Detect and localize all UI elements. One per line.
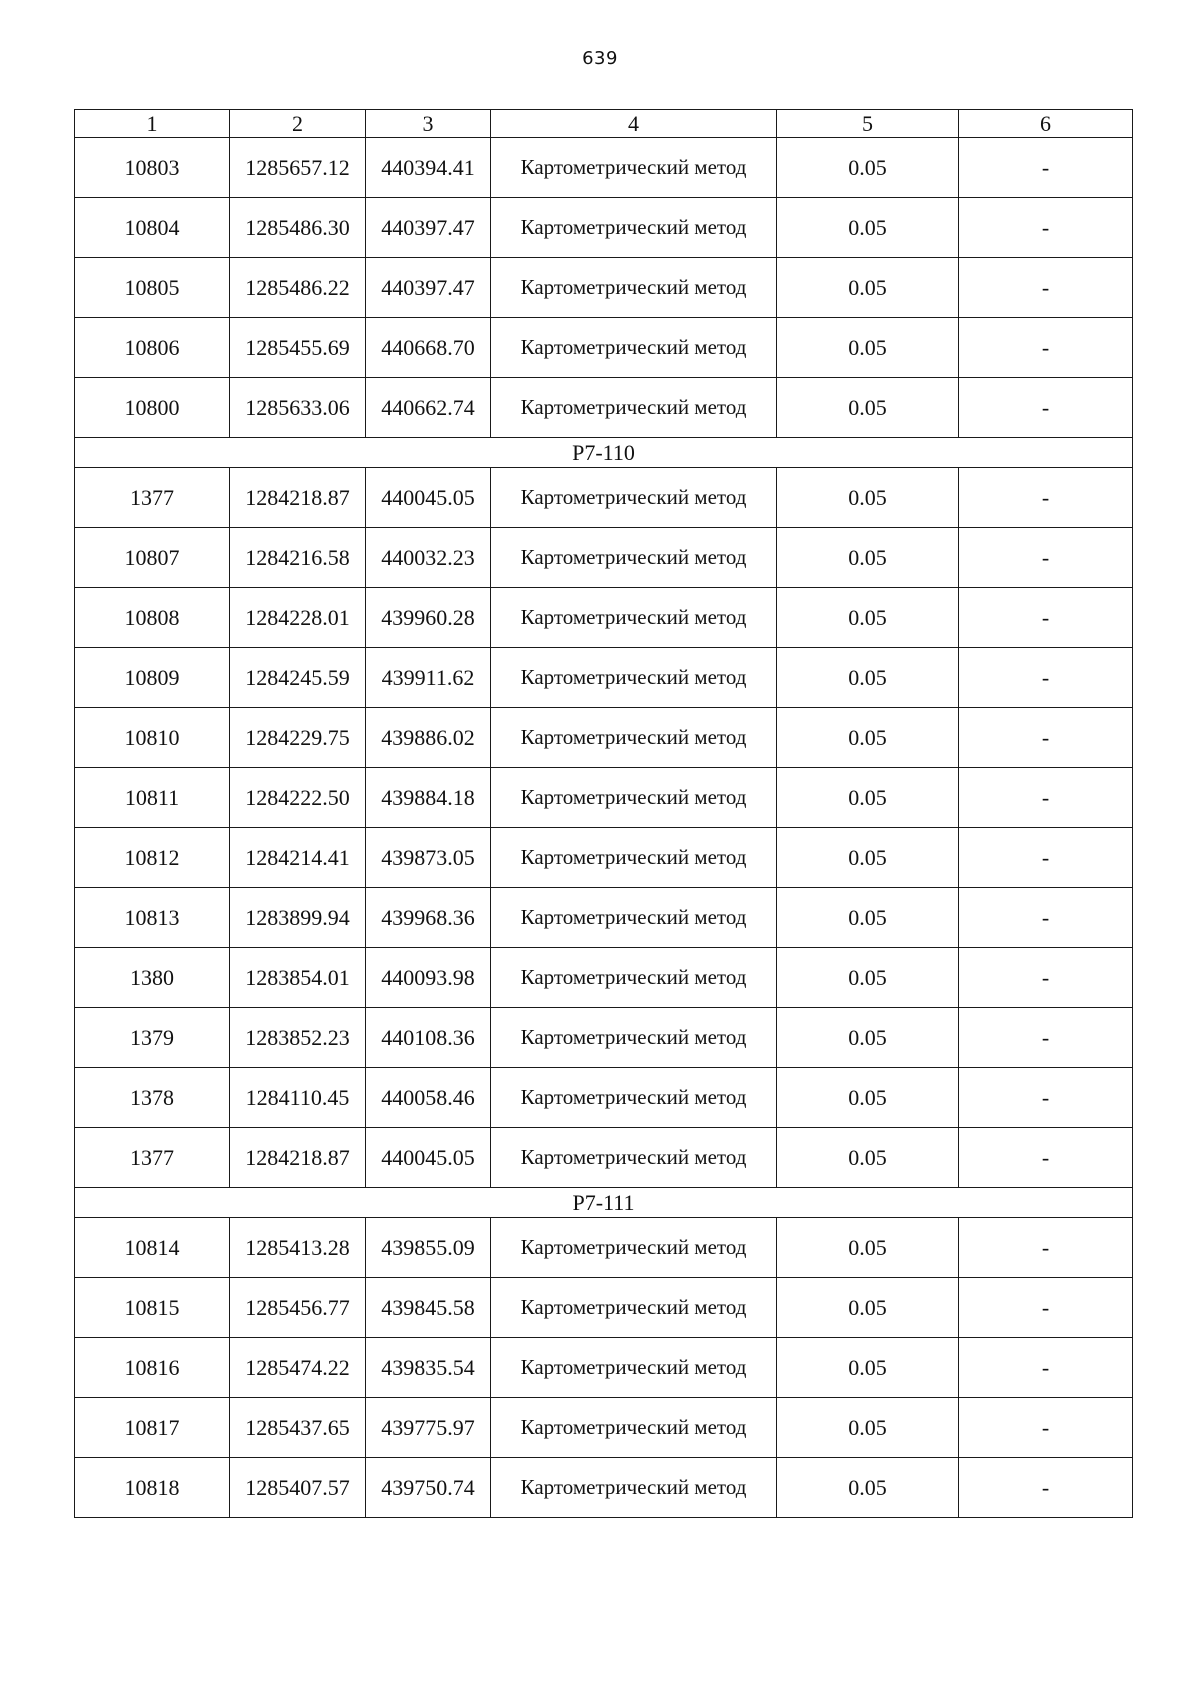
y-coordinate-cell: 440093.98 [366,948,491,1008]
x-coordinate-cell: 1283854.01 [230,948,366,1008]
accuracy-cell: 0.05 [777,1338,959,1398]
method-cell: Картометрический метод [491,828,777,888]
method-cell: Картометрический метод [491,468,777,528]
note-cell: - [959,1338,1133,1398]
method-cell: Картометрический метод [491,258,777,318]
y-coordinate-cell: 439960.28 [366,588,491,648]
y-coordinate-cell: 439886.02 [366,708,491,768]
point-number-cell: 10810 [75,708,230,768]
note-cell: - [959,1278,1133,1338]
note-cell: - [959,1218,1133,1278]
table-row [75,1218,1133,1278]
point-number-cell: 10807 [75,528,230,588]
accuracy-cell: 0.05 [777,588,959,648]
accuracy-cell: 0.05 [777,138,959,198]
y-coordinate-cell: 440108.36 [366,1008,491,1068]
x-coordinate-cell: 1284245.59 [230,648,366,708]
accuracy-cell: 0.05 [777,318,959,378]
note-cell: - [959,708,1133,768]
column-header: 6 [959,110,1133,138]
coordinates-table [74,109,1133,1518]
table-row [75,528,1133,588]
y-coordinate-cell: 439911.62 [366,648,491,708]
column-header: 2 [230,110,366,138]
method-cell: Картометрический метод [491,1458,777,1518]
point-number-cell: 10804 [75,198,230,258]
accuracy-cell: 0.05 [777,468,959,528]
x-coordinate-cell: 1284222.50 [230,768,366,828]
section-header-row [75,438,1133,468]
section-title: Р7-110 [75,438,1133,468]
table-row [75,198,1133,258]
point-number-cell: 10808 [75,588,230,648]
table-row [75,648,1133,708]
accuracy-cell: 0.05 [777,888,959,948]
table-row [75,138,1133,198]
note-cell: - [959,528,1133,588]
column-header: 5 [777,110,959,138]
table-row [75,588,1133,648]
note-cell: - [959,1458,1133,1518]
accuracy-cell: 0.05 [777,1068,959,1128]
column-header: 1 [75,110,230,138]
table-row [75,378,1133,438]
point-number-cell: 1379 [75,1008,230,1068]
method-cell: Картометрический метод [491,198,777,258]
table-row [75,708,1133,768]
accuracy-cell: 0.05 [777,378,959,438]
accuracy-cell: 0.05 [777,1008,959,1068]
y-coordinate-cell: 439855.09 [366,1218,491,1278]
note-cell: - [959,828,1133,888]
table-row [75,768,1133,828]
column-header: 4 [491,110,777,138]
accuracy-cell: 0.05 [777,708,959,768]
x-coordinate-cell: 1284228.01 [230,588,366,648]
x-coordinate-cell: 1284110.45 [230,1068,366,1128]
method-cell: Картометрический метод [491,648,777,708]
x-coordinate-cell: 1285657.12 [230,138,366,198]
method-cell: Картометрический метод [491,1278,777,1338]
note-cell: - [959,1068,1133,1128]
accuracy-cell: 0.05 [777,948,959,1008]
y-coordinate-cell: 440394.41 [366,138,491,198]
point-number-cell: 10815 [75,1278,230,1338]
method-cell: Картометрический метод [491,1068,777,1128]
x-coordinate-cell: 1285455.69 [230,318,366,378]
method-cell: Картометрический метод [491,528,777,588]
y-coordinate-cell: 439873.05 [366,828,491,888]
table-row [75,948,1133,1008]
y-coordinate-cell: 440045.05 [366,468,491,528]
x-coordinate-cell: 1285633.06 [230,378,366,438]
note-cell: - [959,318,1133,378]
x-coordinate-cell: 1285437.65 [230,1398,366,1458]
point-number-cell: 10812 [75,828,230,888]
point-number-cell: 10811 [75,768,230,828]
point-number-cell: 10806 [75,318,230,378]
x-coordinate-cell: 1284218.87 [230,468,366,528]
table-body [75,138,1133,1518]
accuracy-cell: 0.05 [777,1458,959,1518]
table-row [75,1068,1133,1128]
point-number-cell: 10809 [75,648,230,708]
point-number-cell: 10805 [75,258,230,318]
note-cell: - [959,138,1133,198]
method-cell: Картометрический метод [491,1218,777,1278]
y-coordinate-cell: 439835.54 [366,1338,491,1398]
note-cell: - [959,768,1133,828]
table-row [75,1008,1133,1068]
page-number: 639 [582,48,618,69]
accuracy-cell: 0.05 [777,1218,959,1278]
table-row [75,258,1133,318]
y-coordinate-cell: 439968.36 [366,888,491,948]
method-cell: Картометрический метод [491,888,777,948]
table-row [75,468,1133,528]
note-cell: - [959,1008,1133,1068]
x-coordinate-cell: 1285486.22 [230,258,366,318]
point-number-cell: 10813 [75,888,230,948]
point-number-cell: 10814 [75,1218,230,1278]
y-coordinate-cell: 439750.74 [366,1458,491,1518]
note-cell: - [959,588,1133,648]
table-row [75,1278,1133,1338]
point-number-cell: 10816 [75,1338,230,1398]
y-coordinate-cell: 440032.23 [366,528,491,588]
method-cell: Картометрический метод [491,948,777,1008]
accuracy-cell: 0.05 [777,768,959,828]
y-coordinate-cell: 440662.74 [366,378,491,438]
y-coordinate-cell: 440045.05 [366,1128,491,1188]
note-cell: - [959,378,1133,438]
y-coordinate-cell: 440058.46 [366,1068,491,1128]
y-coordinate-cell: 440668.70 [366,318,491,378]
x-coordinate-cell: 1283899.94 [230,888,366,948]
method-cell: Картометрический метод [491,768,777,828]
accuracy-cell: 0.05 [777,828,959,888]
x-coordinate-cell: 1285456.77 [230,1278,366,1338]
point-number-cell: 1377 [75,468,230,528]
note-cell: - [959,648,1133,708]
table-row [75,828,1133,888]
table-row [75,888,1133,948]
note-cell: - [959,948,1133,1008]
x-coordinate-cell: 1284214.41 [230,828,366,888]
y-coordinate-cell: 440397.47 [366,198,491,258]
accuracy-cell: 0.05 [777,1398,959,1458]
point-number-cell: 1378 [75,1068,230,1128]
method-cell: Картометрический метод [491,378,777,438]
table-row [75,318,1133,378]
x-coordinate-cell: 1285413.28 [230,1218,366,1278]
table-row [75,1338,1133,1398]
y-coordinate-cell: 439775.97 [366,1398,491,1458]
method-cell: Картометрический метод [491,1338,777,1398]
note-cell: - [959,888,1133,948]
method-cell: Картометрический метод [491,1398,777,1458]
method-cell: Картометрический метод [491,1128,777,1188]
note-cell: - [959,1398,1133,1458]
method-cell: Картометрический метод [491,588,777,648]
column-number-header-row [75,110,1133,138]
section-header-row [75,1188,1133,1218]
accuracy-cell: 0.05 [777,1278,959,1338]
point-number-cell: 1380 [75,948,230,1008]
point-number-cell: 1377 [75,1128,230,1188]
accuracy-cell: 0.05 [777,198,959,258]
table-row [75,1458,1133,1518]
x-coordinate-cell: 1284216.58 [230,528,366,588]
y-coordinate-cell: 439845.58 [366,1278,491,1338]
point-number-cell: 10818 [75,1458,230,1518]
point-number-cell: 10800 [75,378,230,438]
x-coordinate-cell: 1285474.22 [230,1338,366,1398]
method-cell: Картометрический метод [491,138,777,198]
method-cell: Картометрический метод [491,708,777,768]
x-coordinate-cell: 1284229.75 [230,708,366,768]
x-coordinate-cell: 1285486.30 [230,198,366,258]
x-coordinate-cell: 1284218.87 [230,1128,366,1188]
table-row [75,1128,1133,1188]
note-cell: - [959,198,1133,258]
method-cell: Картометрический метод [491,1008,777,1068]
column-header: 3 [366,110,491,138]
point-number-cell: 10817 [75,1398,230,1458]
point-number-cell: 10803 [75,138,230,198]
y-coordinate-cell: 439884.18 [366,768,491,828]
note-cell: - [959,1128,1133,1188]
note-cell: - [959,258,1133,318]
accuracy-cell: 0.05 [777,648,959,708]
note-cell: - [959,468,1133,528]
x-coordinate-cell: 1283852.23 [230,1008,366,1068]
table-row [75,1398,1133,1458]
y-coordinate-cell: 440397.47 [366,258,491,318]
x-coordinate-cell: 1285407.57 [230,1458,366,1518]
accuracy-cell: 0.05 [777,1128,959,1188]
accuracy-cell: 0.05 [777,258,959,318]
section-title: Р7-111 [75,1188,1133,1218]
method-cell: Картометрический метод [491,318,777,378]
accuracy-cell: 0.05 [777,528,959,588]
